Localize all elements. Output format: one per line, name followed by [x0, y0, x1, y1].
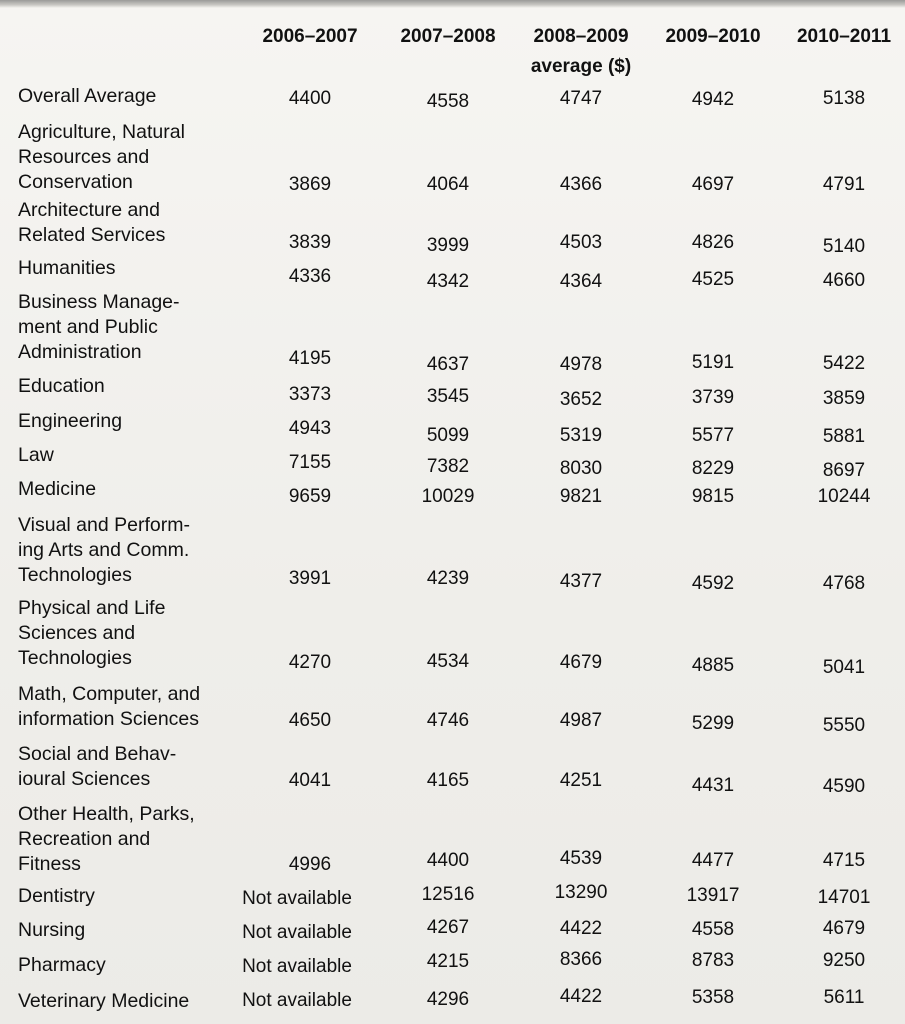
table-cell: 4942 — [691, 89, 735, 110]
table-cell: 10029 — [421, 486, 475, 507]
column-header-2009-2010: 2009–2010 — [665, 26, 761, 47]
table-cell: 9250 — [822, 950, 866, 971]
row-label: Other Health, Parks, Recreation and Fitness — [18, 803, 195, 875]
table-cell: 5422 — [822, 353, 866, 374]
table-cell: 9815 — [691, 486, 735, 507]
table-cell: 4477 — [691, 850, 735, 871]
table-cell: 5550 — [822, 715, 866, 736]
table-cell: 4746 — [426, 710, 470, 731]
table-cell: 4270 — [288, 652, 332, 673]
table-cell: 3652 — [559, 389, 603, 410]
torn-edge — [0, 0, 905, 8]
table-cell: 3545 — [426, 386, 470, 407]
table-cell: 4978 — [559, 354, 603, 375]
table-cell: 4539 — [559, 848, 603, 869]
table-cell: 13917 — [686, 885, 740, 906]
table-cell: 3839 — [288, 232, 332, 253]
table-cell: 4431 — [691, 775, 735, 796]
table-cell: 4660 — [822, 270, 866, 291]
table-cell: 3739 — [691, 387, 735, 408]
column-header-2010-2011: 2010–2011 — [796, 26, 892, 47]
row-label: Medicine — [18, 478, 97, 500]
table-cell: 4679 — [822, 918, 866, 939]
table-cell: 7155 — [288, 452, 332, 473]
table-cell: 5041 — [822, 657, 866, 678]
table-cell: 4267 — [426, 917, 470, 938]
table-cell: 3999 — [426, 235, 470, 256]
table-cell: 8030 — [559, 458, 603, 479]
table-cell: 4400 — [426, 850, 470, 871]
table-cell: 4342 — [426, 271, 470, 292]
row-label: Veterinary Medicine — [18, 990, 190, 1012]
table-cell: 4377 — [559, 571, 603, 592]
table-cell: 5299 — [691, 713, 735, 734]
row-label: Dentistry — [18, 885, 95, 907]
row-label: Education — [18, 375, 105, 397]
table-cell: 8697 — [822, 460, 866, 481]
table-cell: 4715 — [822, 850, 866, 871]
table-cell: 3859 — [822, 388, 866, 409]
table-cell: 4637 — [426, 354, 470, 375]
table-cell: 4987 — [559, 710, 603, 731]
table-cell: 3869 — [288, 174, 332, 195]
table-cell: Not available — [242, 956, 352, 977]
column-header-2006-2007: 2006–2007 — [262, 26, 358, 47]
table-cell: 4165 — [426, 770, 470, 791]
table-cell: 4239 — [426, 568, 470, 589]
table-cell: 4592 — [691, 573, 735, 594]
table-cell: 4768 — [822, 573, 866, 594]
row-label: Visual and Perform- ing Arts and Comm. Technologies — [18, 514, 190, 586]
table-cell: 12516 — [421, 884, 475, 905]
table-cell: 4943 — [288, 418, 332, 439]
row-label: Pharmacy — [18, 954, 106, 976]
table-cell: 4791 — [822, 174, 866, 195]
table-cell: 4422 — [559, 986, 603, 1007]
table-cell: 4400 — [288, 88, 332, 109]
table-cell: 4650 — [288, 710, 332, 731]
column-header-2007-2008: 2007–2008 — [400, 26, 496, 47]
table-cell: 5319 — [559, 425, 603, 446]
table-cell: Not available — [242, 888, 352, 909]
table-cell: 13290 — [554, 882, 608, 903]
table-cell: 3991 — [288, 568, 332, 589]
table-cell: 4747 — [559, 88, 603, 109]
column-subheader-average: average ($) — [530, 56, 632, 77]
table-cell: 4296 — [426, 989, 470, 1010]
table-cell: 4215 — [426, 951, 470, 972]
table-cell: 4251 — [559, 770, 603, 791]
row-label: Social and Behav- ioural Sciences — [18, 743, 177, 790]
table-cell: 5577 — [691, 425, 735, 446]
table-cell: Not available — [242, 922, 352, 943]
row-label: Humanities — [18, 257, 116, 279]
table-cell: 4336 — [288, 266, 332, 287]
table-cell: 5881 — [822, 426, 866, 447]
table-cell: 5099 — [426, 425, 470, 446]
table-cell: 4041 — [288, 770, 332, 791]
row-label: Nursing — [18, 919, 86, 941]
table-cell: 9659 — [288, 486, 332, 507]
table-cell: 4558 — [426, 91, 470, 112]
table-cell: 5138 — [822, 88, 866, 109]
table-cell: 4422 — [559, 918, 603, 939]
table-cell: 4195 — [288, 348, 332, 369]
table-cell: 5140 — [822, 236, 866, 257]
row-label: Law — [18, 444, 54, 466]
row-label: Agriculture, Natural Resources and Conservation — [18, 121, 185, 193]
table-cell: Not available — [242, 990, 352, 1011]
table-cell: 7382 — [426, 456, 470, 477]
table-cell: 5358 — [691, 987, 735, 1008]
table-cell: 4697 — [691, 174, 735, 195]
table-cell: 4885 — [691, 655, 735, 676]
row-label: Overall Average — [18, 85, 157, 107]
table-cell: 4064 — [426, 174, 470, 195]
row-label: Business Manage- ment and Public Administration — [18, 291, 180, 363]
table-cell: 4590 — [822, 776, 866, 797]
table-cell: 8366 — [559, 949, 603, 970]
table-cell: 4679 — [559, 652, 603, 673]
table-cell: 4366 — [559, 174, 603, 195]
table-cell: 4525 — [691, 269, 735, 290]
table-cell: 5611 — [823, 987, 865, 1008]
table-cell: 8229 — [691, 458, 735, 479]
table-cell: 4534 — [426, 651, 470, 672]
table-cell: 4826 — [691, 232, 735, 253]
column-header-2008-2009: 2008–2009 — [533, 26, 629, 47]
row-label: Physical and Life Sciences and Technologies — [18, 597, 166, 669]
table-cell: 14701 — [817, 887, 871, 908]
table-cell: 9821 — [559, 486, 603, 507]
table-cell: 4503 — [559, 232, 603, 253]
table-cell: 8783 — [691, 950, 735, 971]
table-cell: 4364 — [559, 271, 603, 292]
row-label: Architecture and Related Services — [18, 199, 166, 246]
row-label: Engineering — [18, 410, 123, 432]
table-cell: 5191 — [691, 352, 735, 373]
table-cell: 4558 — [691, 919, 735, 940]
table-cell: 4996 — [288, 854, 332, 875]
table-cell: 3373 — [288, 384, 332, 405]
table-cell: 10244 — [817, 486, 871, 507]
row-label: Math, Computer, and information Sciences — [18, 683, 201, 730]
